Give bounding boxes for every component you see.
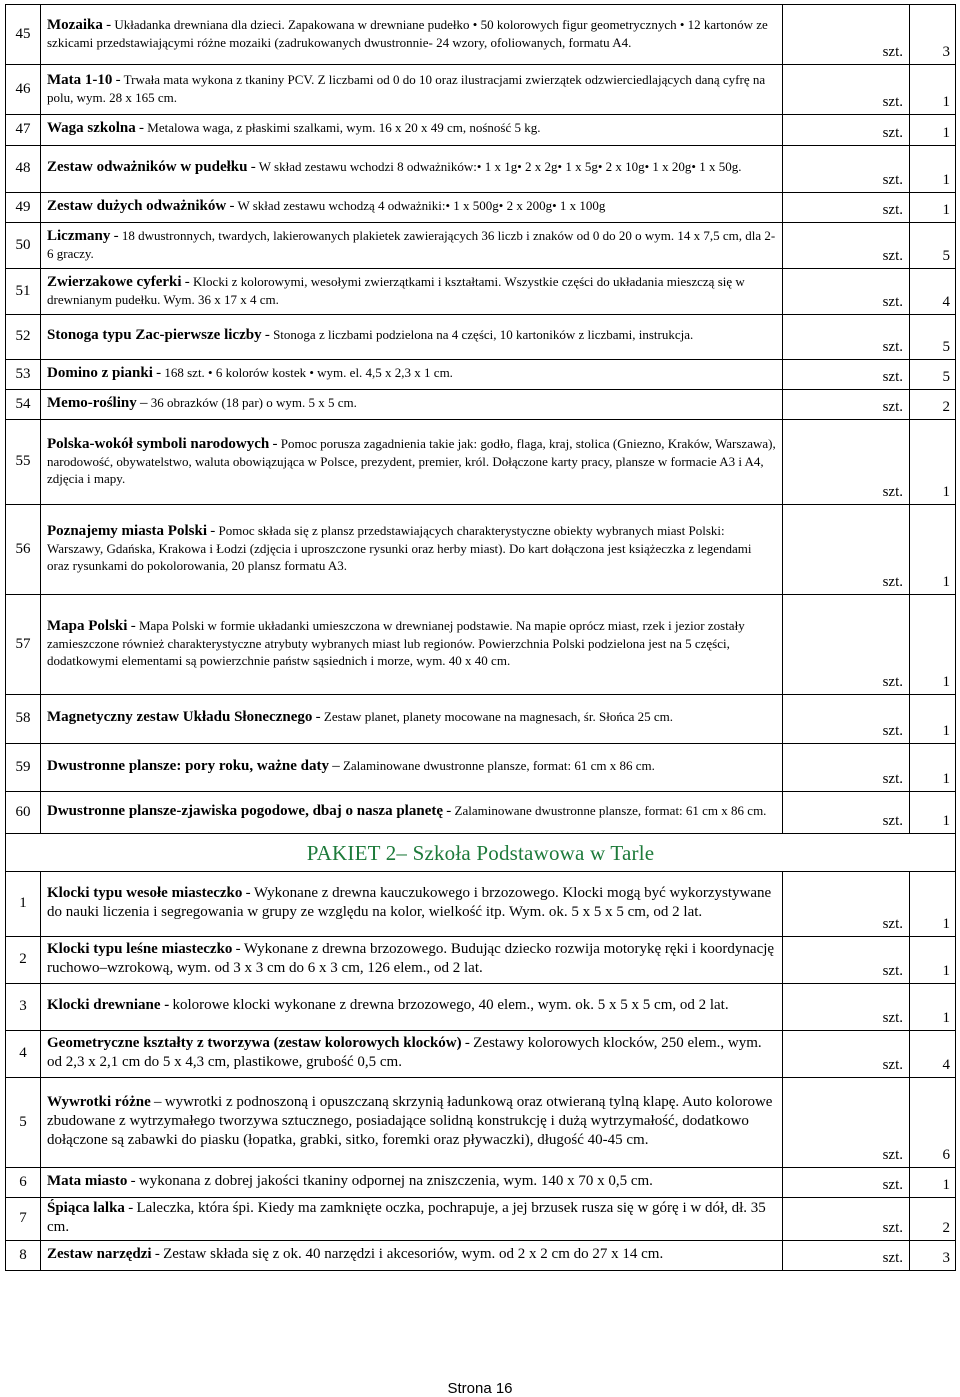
- item-text: Trwała mata wykona z tkaniny PCV. Z liczbami od 0 do 10 oraz ilustracjami zwierzątek odzwierciedlających daną cyfrę na polu, wym. 28 x 165 cm.: [47, 71, 766, 105]
- item-quantity: 1: [910, 744, 956, 792]
- item-dash: -: [250, 159, 256, 176]
- item-description-cell: [41, 695, 783, 744]
- item-number: 4: [6, 1030, 41, 1077]
- table-row: [6, 315, 956, 360]
- item-text: wykonana z dobrej jakości tkaniny odpornej na zniszczenia, wym. 140 x 70 x 0,5 cm.: [138, 1172, 653, 1189]
- table-row: [6, 223, 956, 269]
- item-text: Wykonane z drewna brzozowego. Budując dziecko rozwija motorykę ręki i koordynację ruchowo–wzrokową, wym. od 3 x 3 cm do 6 x 3 cm, 126 elem., od 2 lat.: [47, 940, 775, 976]
- item-name: Liczmany: [47, 227, 111, 244]
- item-description-cell: [41, 595, 783, 695]
- item-text: Pomoc porusza zagadnienia takie jak: godło, flaga, kraj, stolica (Gniezno, Kraków, Warszawa), narodowość, obywatelstwo, waluta obowiązująca w Polsce, prezydent, premier, król. Dołączone karty pracy, plansze w formacie A3 i A4, zdjęcia i mapy.: [47, 435, 776, 486]
- item-name: Dwustronne plansze-zjawiska pogodowe, dbaj o nasza planetę: [47, 802, 444, 819]
- item-description-cell: [41, 936, 783, 983]
- item-number: 5: [6, 1077, 41, 1167]
- item-description-cell: [41, 983, 783, 1030]
- item-dash: -: [245, 884, 251, 901]
- item-quantity: 1: [910, 193, 956, 223]
- table-row: [6, 1167, 956, 1197]
- item-dash: -: [184, 273, 190, 290]
- item-description-cell: [41, 65, 783, 115]
- item-text: Zalaminowane dwustronne plansze, format: 61 cm x 86 cm.: [342, 757, 655, 773]
- item-unit: szt.: [783, 5, 910, 65]
- item-number: 59: [6, 744, 41, 792]
- table-row: [6, 1241, 956, 1271]
- items-table: [5, 4, 956, 1271]
- item-dash: -: [464, 1034, 470, 1051]
- item-description-cell: [41, 315, 783, 360]
- item-dash: -: [130, 618, 136, 635]
- item-text: Mapa Polski w formie układanki umieszczona w drewnianej podstawie. Na mapie oprócz miast, rzek i jezior zostały zamieszczone również charakterystyczne atrybuty wybranych miast lub regionów. Powierzchnia Polski podzielona jest na 5 części, dodatkowymi elementami są powierzchnie państw sąsiednich i morze, wym. 40 x 40 cm.: [47, 618, 745, 669]
- item-quantity: 4: [910, 1030, 956, 1077]
- item-description-cell: [41, 420, 783, 505]
- item-unit: szt.: [783, 420, 910, 505]
- item-name: Klocki typu wesołe miasteczko: [47, 884, 243, 901]
- item-unit: szt.: [783, 936, 910, 983]
- item-quantity: 1: [910, 505, 956, 595]
- item-text: Zestaw planet, planety mocowane na magnesach, śr. Słońca 25 cm.: [323, 709, 673, 725]
- item-quantity: 1: [910, 936, 956, 983]
- table-row: [6, 1030, 956, 1077]
- item-quantity: 1: [910, 1167, 956, 1197]
- item-unit: szt.: [783, 390, 910, 420]
- item-dash: -: [113, 227, 119, 244]
- item-unit: szt.: [783, 1197, 910, 1240]
- item-name: Zwierzakowe cyferki: [47, 273, 182, 290]
- item-dash: -: [264, 327, 270, 344]
- item-name: Magnetyczny zestaw Układu Słonecznego: [47, 709, 313, 726]
- item-unit: szt.: [783, 1241, 910, 1271]
- item-name: Wywrotki różne: [47, 1093, 151, 1110]
- item-description-cell: [41, 1167, 783, 1197]
- item-unit: szt.: [783, 1077, 910, 1167]
- item-text: Układanka drewniana dla dzieci. Zapakowana w drewniane pudełko • 50 kolorowych figur geometrycznych • 12 kartonów ze szkicami przedstawiającymi różne mozaiki (zadrukowanych dwustronnie- 24 wzory, ofoliowanych, formatu A4.: [47, 16, 768, 50]
- item-dash: -: [128, 1199, 134, 1216]
- item-text: Pomoc składa się z plansz przedstawiających charakterystyczne obiekty wybranych miast Polski: Warszawy, Gdańska, Krakowa i Łodzi (zdjęcia i uproszczone rysunki oraz herby miast). Do kart dołączona jest książeczka z legendami oraz rysunkami do pokolorowania, 20 plansz formatu A3.: [47, 523, 752, 574]
- item-text: Metalowa waga, z płaskimi szalkami, wym. 16 x 20 x 49 cm, nośność 5 kg.: [147, 120, 541, 136]
- items-table-body: [6, 5, 956, 1271]
- item-unit: szt.: [783, 146, 910, 193]
- item-text: Zestawy kolorowych klocków, 250 elem., wym. od 2,3 x 2,1 cm do 5 x 4,3 cm, plastikowe, grubość 0,5 cm.: [47, 1034, 762, 1070]
- item-description-cell: [41, 792, 783, 834]
- item-number: 51: [6, 269, 41, 315]
- item-dash: -: [154, 1246, 160, 1263]
- item-quantity: 3: [910, 5, 956, 65]
- table-row: [6, 983, 956, 1030]
- page-footer: Strona 16: [447, 1380, 513, 1397]
- item-number: 56: [6, 505, 41, 595]
- item-dash: -: [156, 364, 162, 381]
- item-name: Dwustronne plansze: pory roku, ważne daty: [47, 757, 329, 774]
- item-text: wywrotki z podnoszoną i opuszczaną skrzynią ładunkową oraz otwieraną tylną klapę. Auto kolorowe zbudowane z wytrzymałego tworzywa sztucznego, posiadające solidną konstrukcję i dużą wytrzymałość, dodatkowo dołączone są zabawki do piasku (łopatka, grabki, sitko, foremki oraz pływaczki), długość 40-45 cm.: [47, 1093, 773, 1148]
- table-row: [6, 360, 956, 390]
- table-row: [6, 269, 956, 315]
- item-text: 36 obrazków (18 par) o wym. 5 x 5 cm.: [150, 394, 357, 410]
- item-quantity: 2: [910, 1197, 956, 1240]
- table-row: [6, 146, 956, 193]
- table-row: [6, 5, 956, 65]
- table-row: [6, 695, 956, 744]
- item-dash: -: [446, 802, 452, 819]
- item-unit: szt.: [783, 1030, 910, 1077]
- item-number: 55: [6, 420, 41, 505]
- item-number: 48: [6, 146, 41, 193]
- item-dash: -: [139, 120, 145, 137]
- item-dash: -: [130, 1172, 136, 1189]
- item-unit: szt.: [783, 595, 910, 695]
- item-text: W skład zestawu wchodzi 8 odważników:• 1 x 1g• 2 x 2g• 1 x 5g• 2 x 10g• 1 x 20g• 1 x 50g.: [258, 159, 742, 175]
- item-quantity: 1: [910, 115, 956, 146]
- item-text: W skład zestawu wchodzą 4 odważniki:• 1 x 500g• 2 x 200g• 1 x 100g: [237, 197, 606, 213]
- item-unit: szt.: [783, 871, 910, 936]
- item-quantity: 1: [910, 595, 956, 695]
- item-number: 8: [6, 1241, 41, 1271]
- item-unit: szt.: [783, 315, 910, 360]
- item-number: 60: [6, 792, 41, 834]
- item-description-cell: [41, 871, 783, 936]
- item-unit: szt.: [783, 1167, 910, 1197]
- item-number: 50: [6, 223, 41, 269]
- item-dash: –: [153, 1093, 162, 1110]
- item-number: 52: [6, 315, 41, 360]
- item-description-cell: [41, 360, 783, 390]
- item-text: 18 dwustronnych, twardych, lakierowanych plakietek zawierających 36 liczb i znaków od 0 do 20 o wym. 14 x 7,5 cm, dla 2-6 graczy.: [47, 227, 776, 261]
- item-quantity: 1: [910, 983, 956, 1030]
- item-name: Klocki typu leśne miasteczko: [47, 940, 233, 957]
- item-number: 1: [6, 871, 41, 936]
- item-name: Zestaw dużych odważników: [47, 197, 227, 214]
- item-name: Stonoga typu Zac-pierwsze liczby: [47, 327, 262, 344]
- item-name: Mata 1-10: [47, 71, 113, 88]
- item-description-cell: [41, 1077, 783, 1167]
- item-dash: -: [315, 709, 321, 726]
- item-description-cell: [41, 1197, 783, 1240]
- item-name: Śpiąca lalka: [47, 1199, 125, 1216]
- item-name: Zestaw odważników w pudełku: [47, 159, 248, 176]
- item-description-cell: [41, 505, 783, 595]
- item-number: 46: [6, 65, 41, 115]
- item-quantity: 1: [910, 420, 956, 505]
- item-quantity: 1: [910, 871, 956, 936]
- item-quantity: 1: [910, 65, 956, 115]
- item-unit: szt.: [783, 792, 910, 834]
- item-unit: szt.: [783, 269, 910, 315]
- item-quantity: 1: [910, 695, 956, 744]
- table-row: [6, 1197, 956, 1240]
- table-row: [6, 420, 956, 505]
- item-name: Mata miasto: [47, 1172, 128, 1189]
- item-text: 168 szt. • 6 kolorów kostek • wym. el. 4,5 x 2,3 x 1 cm.: [164, 364, 453, 380]
- item-number: 47: [6, 115, 41, 146]
- item-dash: -: [229, 197, 235, 214]
- item-unit: szt.: [783, 115, 910, 146]
- item-quantity: 1: [910, 146, 956, 193]
- item-number: 6: [6, 1167, 41, 1197]
- item-name: Mozaika: [47, 16, 103, 33]
- item-text: Zalaminowane dwustronne plansze, format: 61 cm x 86 cm.: [454, 802, 767, 818]
- item-unit: szt.: [783, 744, 910, 792]
- item-description-cell: [41, 744, 783, 792]
- table-row: [6, 505, 956, 595]
- section-title: PAKIET 2– Szkoła Podstawowa w Tarle: [6, 834, 956, 872]
- item-name: Domino z pianki: [47, 364, 153, 381]
- item-number: 53: [6, 360, 41, 390]
- item-name: Geometryczne kształty z tworzywa (zestaw kolorowych klocków): [47, 1034, 462, 1051]
- item-unit: szt.: [783, 65, 910, 115]
- item-description-cell: [41, 146, 783, 193]
- item-name: Poznajemy miasta Polski: [47, 523, 207, 540]
- item-name: Memo-rośliny: [47, 394, 137, 411]
- table-row: [6, 744, 956, 792]
- item-name: Mapa Polski: [47, 618, 128, 635]
- item-dash: –: [332, 757, 340, 774]
- table-row: [6, 115, 956, 146]
- item-text: Stonoga z liczbami podzielona na 4 części, 10 kartoników z liczbami, instrukcja.: [273, 327, 694, 343]
- item-number: 54: [6, 390, 41, 420]
- item-number: 3: [6, 983, 41, 1030]
- item-text: Zestaw składa się z ok. 40 narzędzi i akcesoriów, wym. od 2 x 2 cm do 27 x 14 cm.: [163, 1246, 664, 1263]
- item-name: Polska-wokół symboli narodowych: [47, 435, 270, 452]
- section-row: [6, 834, 956, 872]
- item-number: 2: [6, 936, 41, 983]
- item-number: 45: [6, 5, 41, 65]
- item-description-cell: [41, 390, 783, 420]
- item-unit: szt.: [783, 193, 910, 223]
- item-quantity: 6: [910, 1077, 956, 1167]
- item-unit: szt.: [783, 223, 910, 269]
- item-unit: szt.: [783, 695, 910, 744]
- item-dash: -: [106, 16, 112, 33]
- table-row: [6, 871, 956, 936]
- item-name: Zestaw narzędzi: [47, 1246, 152, 1263]
- item-number: 7: [6, 1197, 41, 1240]
- item-dash: -: [272, 435, 278, 452]
- table-row: [6, 390, 956, 420]
- item-name: Waga szkolna: [47, 120, 136, 137]
- item-text: kolorowe klocki wykonane z drewna brzozowego, 40 elem., wym. ok. 5 x 5 x 5 cm, od 2 lat.: [172, 997, 729, 1014]
- table-row: [6, 936, 956, 983]
- item-name: Klocki drewniane -: [47, 997, 170, 1014]
- item-unit: szt.: [783, 360, 910, 390]
- item-number: 57: [6, 595, 41, 695]
- item-description-cell: [41, 223, 783, 269]
- item-description-cell: [41, 5, 783, 65]
- table-row: [6, 792, 956, 834]
- table-row: [6, 65, 956, 115]
- item-dash: -: [210, 523, 216, 540]
- item-unit: szt.: [783, 983, 910, 1030]
- table-row: [6, 1077, 956, 1167]
- item-text: Laleczka, która śpi. Kiedy ma zamknięte oczka, pochrapuje, a jej brzusek rusza się w górę i w dół, dł. 35 cm.: [47, 1199, 766, 1236]
- item-text: Wykonane z drewna kauczukowego i brzozowego. Klocki mogą być wykorzystywane do nauki liczenia i segregowania w grupy ze względu na kolor, wielkość itp. Wym. ok. 5 x 5 x 5 cm, od 2 lat.: [47, 884, 772, 920]
- item-text: Klocki z kolorowymi, wesołymi zwierzątkami i kształtami. Wszystkie części do układania mieszczą się w drewnianym pudełku. Wym. 36 x 17 x 4 cm.: [47, 273, 745, 307]
- item-quantity: 5: [910, 360, 956, 390]
- item-quantity: 2: [910, 390, 956, 420]
- table-row: [6, 595, 956, 695]
- item-description-cell: [41, 1241, 783, 1271]
- item-description-cell: [41, 1030, 783, 1077]
- item-quantity: 1: [910, 792, 956, 834]
- item-dash: –: [139, 394, 148, 411]
- item-unit: szt.: [783, 505, 910, 595]
- item-description-cell: [41, 193, 783, 223]
- item-number: 49: [6, 193, 41, 223]
- item-number: 58: [6, 695, 41, 744]
- item-quantity: 5: [910, 315, 956, 360]
- table-row: [6, 193, 956, 223]
- item-dash: -: [235, 940, 241, 957]
- item-dash: -: [115, 71, 121, 88]
- item-description-cell: [41, 115, 783, 146]
- item-quantity: 3: [910, 1241, 956, 1271]
- item-quantity: 4: [910, 269, 956, 315]
- item-description-cell: [41, 269, 783, 315]
- item-quantity: 5: [910, 223, 956, 269]
